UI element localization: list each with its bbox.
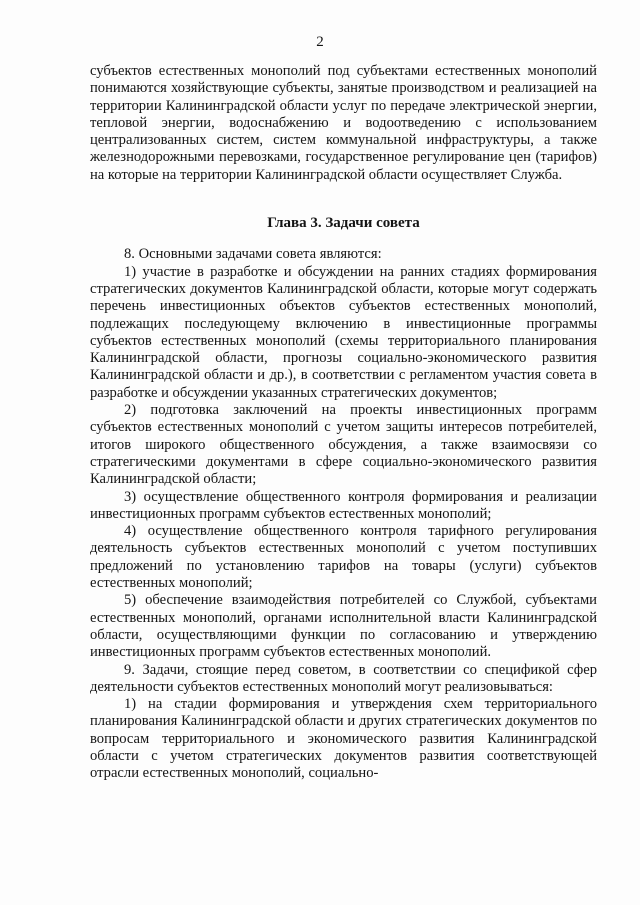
- paragraph-stage-1: 1) на стадии формирования и утверждения схем территориального планирования Калининградской области и других стратегических документов по вопросам территориального и экономического развития Калининградской области с учетом стратегических документов развития соответствующей отрасли естественных монополий, социально-: [90, 696, 597, 782]
- paragraph-task-3: 3) осуществление общественного контроля формирования и реализации инвестиционных программ субъектов естественных монополий;: [90, 488, 597, 522]
- paragraph-item-8: 8. Основными задачами совета являются:: [124, 246, 382, 263]
- document-body: [90, 63, 597, 783]
- paragraph-task-1: 1) участие в разработке и обсуждении на ранних стадиях формирования стратегических документов Калининградской области, которые могут содержать перечень инвестиционных объектов субъектов естественных монополий, подлежащих последующему включению в инвестиционные программы субъектов естественных монополий (схемы территориального планирования Калининградской области, прогнозы социально-экономического развития Калининградской области и др.), в соответствии с регламентом участия совета в разработке и обсуждении указанных стратегических документов;: [90, 263, 597, 401]
- paragraph-task-5: 5) обеспечение взаимодействия потребителей со Службой, субъектами естественных монополий, органами исполнительной власти Калининградской области, осуществляющими функции по согласованию и утверждению инвестиционных программ субъектов естественных монополий.: [90, 592, 597, 661]
- paragraph-task-4: 4) осуществление общественного контроля тарифного регулирования деятельность субъектов естественных монополий с учетом поступивших предложений по установлению тарифов на товары (услуги) субъектов естественных монополий;: [90, 523, 597, 592]
- chapter-heading: Глава 3. Задачи совета: [267, 215, 420, 232]
- paragraph-item-9: 9. Задачи, стоящие перед советом, в соответствии со спецификой сфер деятельности субъектов естественных монополий могут реализовываться:: [90, 661, 597, 695]
- paragraph-intro: субъектов естественных монополий под субъектами естественных монополий понимаются хозяйствующие субъекты, занятые производством и реализацией на территории Калининградской области услуг по передаче электрической энергии, тепловой энергии, водоснабжению и водоотведению с использованием централизованных систем, систем коммунальной инфраструктуры, а также железнодорожными перевозками, государственное регулирование цен (тарифов) на которые на территории Калининградской области осуществляет Служба.: [90, 63, 597, 183]
- page-number: 2: [316, 34, 324, 50]
- paragraph-task-2: 2) подготовка заключений на проекты инвестиционных программ субъектов естественных монополий с учетом защиты интересов потребителей, итогов широкого общественного обсуждения, а также взаимосвязи со стратегическими документами в сфере социально-экономического развития Калининградской области;: [90, 402, 597, 488]
